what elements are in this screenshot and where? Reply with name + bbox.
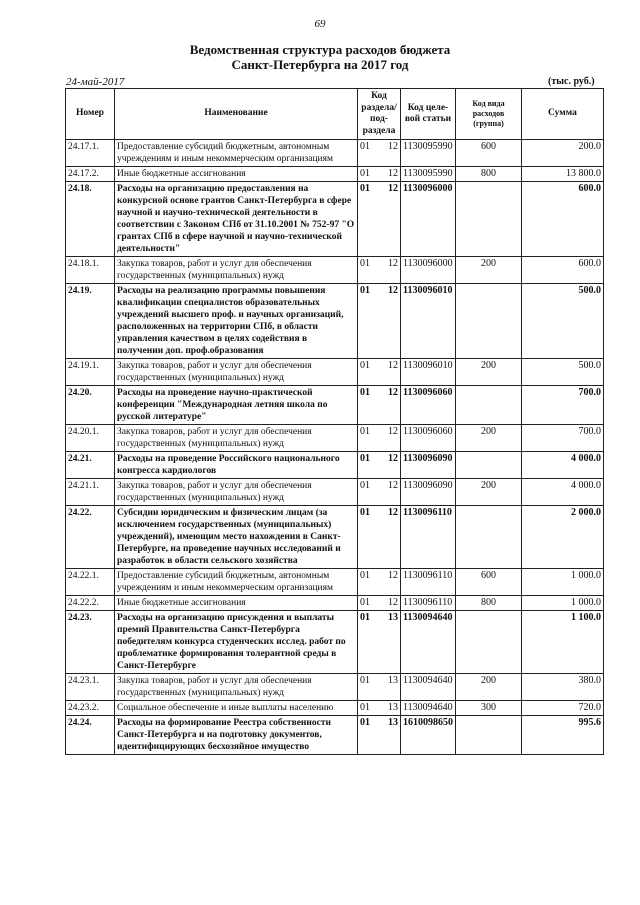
document-title: [0, 42, 640, 72]
row-target-code: 1130095990: [401, 167, 456, 182]
row-section-code: [358, 257, 401, 284]
row-section: 01: [360, 507, 370, 518]
table-row: [66, 506, 604, 569]
row-section: 01: [360, 702, 370, 713]
row-sum: 1 000.0: [522, 596, 604, 611]
row-section: 01: [360, 183, 370, 194]
row-sum: 700.0: [522, 386, 604, 425]
row-sum: 720.0: [522, 701, 604, 716]
row-number: 24.20.: [66, 386, 115, 425]
row-subsection: 12: [388, 183, 398, 194]
row-expense-type: [456, 452, 522, 479]
row-section: 01: [360, 387, 370, 398]
row-name: Предоставление субсидий бюджетным, автономным учреждениям и иным некоммерческим организациям: [115, 140, 358, 167]
row-subsection: 12: [388, 387, 398, 398]
row-sum: 500.0: [522, 359, 604, 386]
row-target-code: 1130094640: [401, 611, 456, 674]
row-name: Субсидии юридическим и физическим лицам (за исключением государственных (муниципальных) учреждений), имеющим место нахождения в Санкт-Петербурге, на проведение научных исследований и разработок в области сельского хозяйства: [115, 506, 358, 569]
row-subsection: 12: [388, 426, 398, 437]
row-section-code: [358, 284, 401, 359]
table-row: [66, 140, 604, 167]
row-name: Иные бюджетные ассигнования: [115, 596, 358, 611]
table-row: [66, 452, 604, 479]
row-section-code: [358, 182, 401, 257]
row-section: 01: [360, 612, 370, 623]
row-number: 24.23.: [66, 611, 115, 674]
row-expense-type: [456, 182, 522, 257]
header-number: Номер: [66, 89, 115, 140]
table-row: [66, 611, 604, 674]
page-number: 69: [314, 18, 326, 30]
row-expense-type: 800: [456, 167, 522, 182]
row-subsection: 12: [388, 258, 398, 269]
row-subsection: 12: [388, 141, 398, 152]
row-sum: 600.0: [522, 182, 604, 257]
row-number: 24.21.1.: [66, 479, 115, 506]
row-number: 24.22.: [66, 506, 115, 569]
row-section: 01: [360, 258, 370, 269]
row-section: 01: [360, 426, 370, 437]
row-sum: 2 000.0: [522, 506, 604, 569]
row-sum: 4 000.0: [522, 479, 604, 506]
row-target-code: 1130096110: [401, 569, 456, 596]
row-section-code: [358, 140, 401, 167]
row-sum: 4 000.0: [522, 452, 604, 479]
row-section-code: [358, 611, 401, 674]
row-sum: 600.0: [522, 257, 604, 284]
row-number: 24.22.1.: [66, 569, 115, 596]
row-section-code: [358, 359, 401, 386]
row-section-code: [358, 506, 401, 569]
table-row: [66, 359, 604, 386]
row-name: Закупка товаров, работ и услуг для обеспечения государственных (муниципальных) нужд: [115, 359, 358, 386]
row-sum: 13 800.0: [522, 167, 604, 182]
row-subsection: 12: [388, 168, 398, 179]
row-target-code: 1130096110: [401, 596, 456, 611]
row-number: 24.18.: [66, 182, 115, 257]
row-name: Иные бюджетные ассигнования: [115, 167, 358, 182]
row-sum: 380.0: [522, 674, 604, 701]
row-expense-type: 200: [456, 257, 522, 284]
row-number: 24.23.1.: [66, 674, 115, 701]
row-target-code: 1130095990: [401, 140, 456, 167]
row-number: 24.23.2.: [66, 701, 115, 716]
row-name: Расходы на проведение Российского национального конгресса кардиологов: [115, 452, 358, 479]
row-target-code: 1130096060: [401, 425, 456, 452]
row-target-code: 1130096110: [401, 506, 456, 569]
row-subsection: 12: [388, 570, 398, 581]
units-label: (тыс. руб.): [548, 76, 595, 87]
header-expense-type-code: Код вида расходов (группа): [456, 89, 522, 140]
row-subsection: 12: [388, 453, 398, 464]
row-name: Расходы на организацию присуждения и выплаты премий Правительства Санкт-Петербурга победителям конкурса студенческих исслед. работ по проблематике формирования толерантной среды в Санкт-Петербурге: [115, 611, 358, 674]
row-subsection: 13: [388, 717, 398, 728]
row-expense-type: [456, 506, 522, 569]
row-expense-type: [456, 284, 522, 359]
row-target-code: 1610098650: [401, 716, 456, 755]
header-sum: Сумма: [522, 89, 604, 140]
row-sum: 1 000.0: [522, 569, 604, 596]
row-target-code: 1130096060: [401, 386, 456, 425]
row-expense-type: 200: [456, 674, 522, 701]
row-section-code: [358, 386, 401, 425]
row-expense-type: [456, 386, 522, 425]
row-name: Закупка товаров, работ и услуг для обеспечения государственных (муниципальных) нужд: [115, 425, 358, 452]
row-name: Предоставление субсидий бюджетным, автономным учреждениям и иным некоммерческим организациям: [115, 569, 358, 596]
row-target-code: 1130094640: [401, 701, 456, 716]
row-sum: 200.0: [522, 140, 604, 167]
row-number: 24.19.1.: [66, 359, 115, 386]
row-target-code: 1130096090: [401, 479, 456, 506]
row-subsection: 12: [388, 507, 398, 518]
table-row: [66, 425, 604, 452]
row-number: 24.18.1.: [66, 257, 115, 284]
row-number: 24.19.: [66, 284, 115, 359]
row-section: 01: [360, 597, 370, 608]
table-row: [66, 716, 604, 755]
table-row: [66, 569, 604, 596]
row-expense-type: [456, 716, 522, 755]
row-section-code: [358, 716, 401, 755]
row-section: 01: [360, 675, 370, 686]
row-expense-type: 300: [456, 701, 522, 716]
table-row: [66, 284, 604, 359]
row-target-code: 1130096010: [401, 359, 456, 386]
row-subsection: 12: [388, 597, 398, 608]
table-header-row: [66, 89, 604, 140]
row-subsection: 13: [388, 702, 398, 713]
row-number: 24.24.: [66, 716, 115, 755]
row-section-code: [358, 167, 401, 182]
row-subsection: 12: [388, 360, 398, 371]
row-target-code: 1130096000: [401, 257, 456, 284]
row-target-code: 1130096010: [401, 284, 456, 359]
header-section-code: Код раздела/ под- раздела: [358, 89, 401, 140]
row-number: 24.17.2.: [66, 167, 115, 182]
row-expense-type: [456, 611, 522, 674]
row-name: Расходы на проведение научно-практической конференции "Международная летняя школа по русской литературе": [115, 386, 358, 425]
row-target-code: 1130096000: [401, 182, 456, 257]
row-number: 24.22.2.: [66, 596, 115, 611]
table-row: [66, 386, 604, 425]
row-section-code: [358, 569, 401, 596]
row-sum: 700.0: [522, 425, 604, 452]
row-expense-type: 200: [456, 425, 522, 452]
row-name: Закупка товаров, работ и услуг для обеспечения государственных (муниципальных) нужд: [115, 674, 358, 701]
document-date: 24-май-2017: [66, 76, 125, 88]
row-sum: 500.0: [522, 284, 604, 359]
row-expense-type: 200: [456, 359, 522, 386]
row-section-code: [358, 425, 401, 452]
row-section: 01: [360, 480, 370, 491]
row-subsection: 12: [388, 285, 398, 296]
row-target-code: 1130096090: [401, 452, 456, 479]
row-section: 01: [360, 168, 370, 179]
row-sum: 1 100.0: [522, 611, 604, 674]
title-line-2: Санкт-Петербурга на 2017 год: [231, 57, 409, 72]
row-sum: 995.6: [522, 716, 604, 755]
header-target-code: Код целе- вой статьи: [401, 89, 456, 140]
row-expense-type: 600: [456, 569, 522, 596]
table-row: [66, 674, 604, 701]
table-row: [66, 479, 604, 506]
row-number: 24.20.1.: [66, 425, 115, 452]
row-subsection: 13: [388, 675, 398, 686]
row-section-code: [358, 596, 401, 611]
row-expense-type: 600: [456, 140, 522, 167]
row-section: 01: [360, 453, 370, 464]
row-expense-type: 200: [456, 479, 522, 506]
table-row: [66, 257, 604, 284]
row-name: Закупка товаров, работ и услуг для обеспечения государственных (муниципальных) нужд: [115, 257, 358, 284]
row-number: 24.21.: [66, 452, 115, 479]
table-row: [66, 596, 604, 611]
row-name: Закупка товаров, работ и услуг для обеспечения государственных (муниципальных) нужд: [115, 479, 358, 506]
row-section: 01: [360, 141, 370, 152]
row-section: 01: [360, 360, 370, 371]
row-name: Расходы на реализацию программы повышения квалификации специалистов образовательных учреждений высшего проф. и научных организаций, расположенных на территории СПб, в области управления качеством в целях содействия в получении доп. проф.образования: [115, 284, 358, 359]
table-row: [66, 701, 604, 716]
row-section: 01: [360, 570, 370, 581]
row-subsection: 13: [388, 612, 398, 623]
row-section-code: [358, 452, 401, 479]
row-name: Расходы на формирование Реестра собственности Санкт-Петербурга и на подготовку документов, идентифицирующих бесхозяйное имущество: [115, 716, 358, 755]
row-section-code: [358, 701, 401, 716]
row-name: Социальное обеспечение и иные выплаты населению: [115, 701, 358, 716]
row-number: 24.17.1.: [66, 140, 115, 167]
row-section: 01: [360, 285, 370, 296]
row-expense-type: 800: [456, 596, 522, 611]
row-section: 01: [360, 717, 370, 728]
table-row: [66, 167, 604, 182]
row-section-code: [358, 674, 401, 701]
title-line-1: Ведомственная структура расходов бюджета: [189, 42, 451, 57]
row-name: Расходы на организацию предоставления на конкурсной основе грантов Санкт-Петербурга в сфере научной и научно-технической деятельности в соответствии с Законом СПб от 31.10.2001 № 752-97 "О грантах СПб в сфере научной и научно-технической деятельности": [115, 182, 358, 257]
table-body: [66, 140, 604, 755]
row-target-code: 1130094640: [401, 674, 456, 701]
row-section-code: [358, 479, 401, 506]
header-name: Наименование: [115, 89, 358, 140]
budget-table: [65, 88, 604, 755]
table-row: [66, 182, 604, 257]
row-subsection: 12: [388, 480, 398, 491]
